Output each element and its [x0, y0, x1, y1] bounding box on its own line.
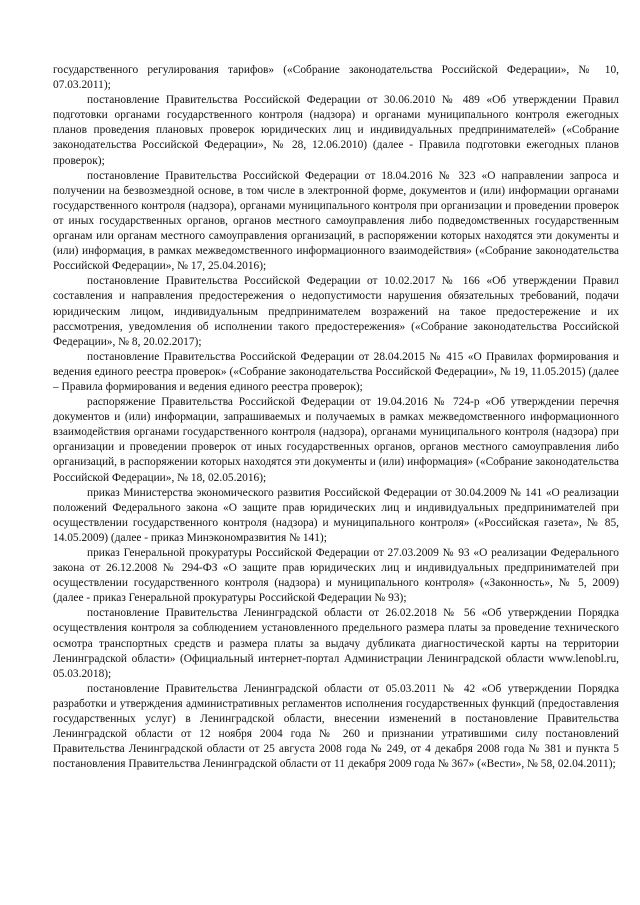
paragraph-continuation: государственного регулирования тарифов» («Собрание законодательства Российской Федерации», № 10, 07.03.2011); [53, 64, 619, 92]
paragraph-order-93: приказ Генеральной прокуратуры Российской Федерации от 27.03.2009 № 93 «О реализации Федерального закона от 26.12.2008 № 294-ФЗ «О защите прав юридических лиц и индивидуальных предпринимателей при осуществлении государственного контроля (надзора) и муниципального контроля» («Законность», № 5, 2009) (далее - приказ Генеральной прокуратуры Российской Федерации № 93); [53, 547, 619, 605]
paragraph-resolution-166: постановление Правительства Российской Федерации от 10.02.2017 № 166 «Об утверждении Правил составления и направления предостережения о недопустимости нарушения обязательных требований, подачи юридическим лицом, индивидуальным предпринимателем возражений на такое предостережение и их рассмотрения, уведомления об исполнении такого предостережения» («Собрание законодательства Российской Федерации», № 8, 20.02.2017); [53, 275, 619, 348]
paragraph-resolution-42: постановление Правительства Ленинградской области от 05.03.2011 № 42 «Об утверждении Порядка разработки и утверждения административных регламентов исполнения государственных функций (предоставления государственных услуг) в Ленинградской области, внесении изменений в постановление Правительства Ленинградской области от 12 ноября 2004 года № 260 и признании утратившими силу постановлений Правительства Ленинградской области от 25 августа 2008 года № 249, от 4 декабря 2008 года № 381 и пункта 5 постановления Правительства Ленинградской области от 11 декабря 2009 года № 367» («Вести», № 58, 02.04.2011); [53, 682, 619, 771]
paragraph-resolution-415: постановление Правительства Российской Федерации от 28.04.2015 № 415 «О Правилах формирования и ведения единого реестра проверок» («Собрание законодательства Российской Федерации», № 19, 11.05.2015) (далее – Правила формирования и ведения единого реестра проверок); [53, 350, 619, 393]
paragraph-order-724r: распоряжение Правительства Российской Федерации от 19.04.2016 № 724-р «Об утверждении перечня документов и (или) информации, запрашиваемых и получаемых в рамках межведомственного информационного взаимодействия органами государственного контроля (надзора), органами муниципального контроля (надзора) при организации и проведении проверок от иных государственных органов, органов местного самоуправления либо организаций, в распоряжении которых находятся эти документы и (или) информация» («Собрание законодательства Российской Федерации», № 18, 02.05.2016); [53, 396, 619, 484]
paragraph-resolution-489: постановление Правительства Российской Федерации от 30.06.2010 № 489 «Об утверждении Правил подготовки органами государственного контроля (надзора) и органами муниципального контроля ежегодных планов проведения плановых проверок юридических лиц и индивидуальных предпринимателей» («Собрание законодательства Российской Федерации», № 28, 12.06.2010) (далее - Правила подготовки ежегодных планов проверок); [53, 94, 619, 167]
paragraph-resolution-56: постановление Правительства Ленинградской области от 26.02.2018 № 56 «Об утверждении Порядка осуществления контроля за соблюдением установленного предельного размера платы за проведение технического осмотра транспортных средств и размера платы за выдачу дубликата диагностической карты на территории Ленинградской области» (Официальный интернет-портал Администрации Ленинградской области www.lenobl.ru, 05.03.2018); [53, 607, 619, 680]
paragraph-resolution-323: постановление Правительства Российской Федерации от 18.04.2016 № 323 «О направлении запроса и получении на безвозмездной основе, в том числе в электронной форме, документов и (или) информации органами государственного контроля (надзора), органами муниципального контроля при организации и проведении проверок от иных государственных органов, органов местного самоуправления либо подведомственных государственным органам или органам местного самоуправления организаций, в распоряжении которых находятся эти документы и (или) информация, в рамках межведомственного информационного взаимодействия» («Собрание законодательства Российской Федерации», № 17, 25.04.2016); [53, 169, 619, 273]
paragraph-order-141: приказ Министерства экономического развития Российской Федерации от 30.04.2009 № 141 «О реализации положений Федерального закона «О защите прав юридических лиц и индивидуальных предпринимателей при осуществлении государственного контроля (надзора) и муниципального контроля» («Российская газета», № 85, 14.05.2009) (далее - приказ Минэкономразвития № 141); [53, 486, 619, 544]
document-page [53, 63, 619, 772]
